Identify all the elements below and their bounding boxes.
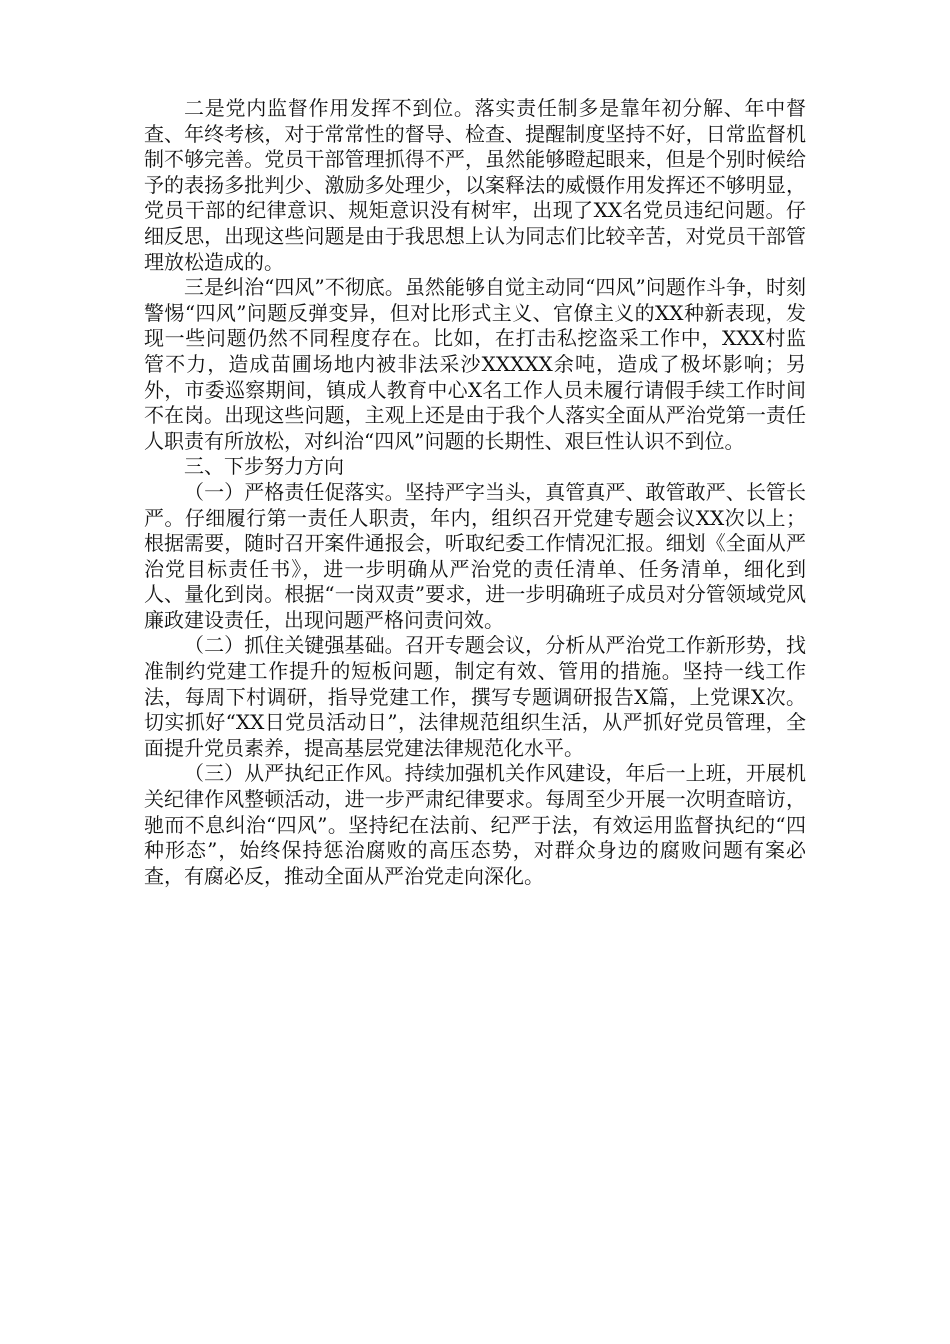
paragraph-supervision: 二是党内监督作用发挥不到位。落实责任制多是靠年初分解、年中督查、年终考核，对于常常性的督导、检查、提醒制度坚持不好，日常监督机制不够完善。党员干部管理抓得不严，虽然能够瞪起眼来，但是个别时候给予的表扬多批判少、激励多处理少，以案释法的威慑作用发挥还不够明显，党员干部的纪律意识、规矩意识没有树牢，出现了XX名党员违纪问题。仔细反思，出现这些问题是由于我思想上认为同志们比较辛苦，对党员干部管理放松造成的。 bbox=[144, 96, 806, 274]
paragraph-responsibility: （一）严格责任促落实。坚持严字当头，真管真严、敢管敢严、长管长严。仔细履行第一责任人职责，年内，组织召开党建专题会议XX次以上；根据需要，随时召开案件通报会，听取纪委工作情况汇报。细划《全面从严治党目标责任书》，进一步明确从严治党的责任清单、任务清单，细化到人、量化到岗。根据“一岗双责”要求，进一步明确班子成员对分管领域党风廉政建设责任，出现问题严格问责问效。 bbox=[144, 479, 806, 632]
paragraph-four-winds: 三是纠治“四风”不彻底。虽然能够自觉主动同“四风”问题作斗争，时刻警惕“四风”问题反弹变异，但对比形式主义、官僚主义的XX种新表现，发现一些问题仍然不同程度存在。比如，在打击私挖盗采工作中，XXX村监管不力，造成苗圃场地内被非法采沙XXXXX余吨，造成了极坏影响；另外，市委巡察期间，镇成人教育中心X名工作人员未履行请假手续工作时间不在岗。出现这些问题，主观上还是由于我个人落实全面从严治党第一责任人职责有所放松，对纠治“四风”问题的长期性、艰巨性认识不到位。 bbox=[144, 275, 806, 453]
paragraph-foundation: （二）抓住关键强基础。召开专题会议，分析从严治党工作新形势，找准制约党建工作提升的短板问题，制定有效、管用的措施。坚持一线工作法，每周下村调研，指导党建工作，撰写专题调研报告X篇，上党课X次。切实抓好“XX日党员活动日”，法律规范组织生活，从严抓好党员管理，全面提升党员素养，提高基层党建法律规范化水平。 bbox=[144, 633, 806, 760]
document-body bbox=[144, 96, 806, 889]
paragraph-discipline: （三）从严执纪正作风。持续加强机关作风建设，年后一上班，开展机关纪律作风整顿活动，进一步严肃纪律要求。每周至少开展一次明查暗访，驰而不息纠治“四风”。坚持纪在法前、纪严于法，有效运用监督执纪的“四种形态”，始终保持惩治腐败的高压态势，对群众身边的腐败问题有案必查，有腐必反，推动全面从严治党走向深化。 bbox=[144, 761, 806, 888]
section-heading-next-steps: 三、下步努力方向 bbox=[184, 454, 344, 479]
